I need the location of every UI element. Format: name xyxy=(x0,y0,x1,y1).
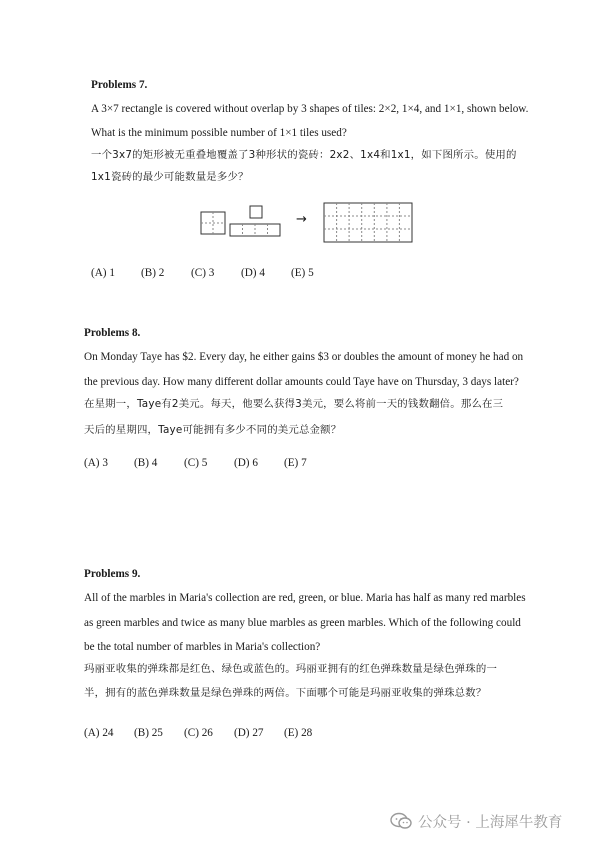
problem-9-english-line-3: be the total number of marbles in Maria's collection? xyxy=(84,641,321,653)
tile-2x2 xyxy=(201,212,225,234)
choice-b[interactable]: (B) 4 xyxy=(134,457,158,469)
choice-e[interactable]: (E) 28 xyxy=(284,727,313,739)
problem-8-title: Problems 8. xyxy=(84,327,141,339)
choice-b[interactable]: (B) 25 xyxy=(134,727,163,739)
problem-7-english-line-1: A 3×7 rectangle is covered without overlap by 3 shapes of tiles: 2×2, 1×4, and 1×1, shown below. xyxy=(91,103,529,115)
problem-8-english-line-1: On Monday Taye has $2. Every day, he either gains $3 or doubles the amount of money he had on xyxy=(84,351,524,363)
choice-c[interactable]: (C) 5 xyxy=(184,457,208,469)
problem-7-choices xyxy=(91,266,314,280)
choice-a[interactable]: (A) 3 xyxy=(84,457,108,469)
problem-9-chinese-line-1: 玛丽亚收集的弹珠都是红色、绿色或蓝色的。玛丽亚拥有的红色弹珠数量是绿色弹珠的一 xyxy=(84,663,498,675)
problem-7-english-line-2: What is the minimum possible number of 1×1 tiles used? xyxy=(91,127,347,139)
problem-9-choices xyxy=(84,726,312,740)
choice-e[interactable]: (E) 5 xyxy=(291,267,314,279)
tile-1x1 xyxy=(250,206,262,218)
choice-e[interactable]: (E) 7 xyxy=(284,457,307,469)
problem-8-chinese-line-1: 在星期一，Taye有2美元。每天，他要么获得3美元，要么将前一天的钱数翻倍。那么在三 xyxy=(84,398,504,410)
tile-1x4 xyxy=(230,224,280,236)
choice-c[interactable]: (C) 3 xyxy=(191,267,215,279)
wechat-icon xyxy=(390,812,412,830)
problem-7-title: Problems 7. xyxy=(91,79,148,91)
choice-d[interactable]: (D) 4 xyxy=(241,267,265,279)
problem-9-title: Problems 9. xyxy=(84,568,141,580)
choice-d[interactable]: (D) 6 xyxy=(234,457,258,469)
arrow-icon: → xyxy=(296,212,307,227)
problem-9-chinese-line-2: 半，拥有的蓝色弹珠数量是绿色弹珠的两倍。下面哪个可能是玛丽亚收集的弹珠总数？ xyxy=(84,687,487,699)
watermark xyxy=(390,810,562,832)
problem-9-english-line-1: All of the marbles in Maria's collection are red, green, or blue. Maria has half as many red marbles xyxy=(84,592,526,604)
problem-7-chinese-line-1: 一个3x7的矩形被无重叠地覆盖了3种形状的瓷砖：2x2、1x4和1x1，如下图所示。使用的 xyxy=(91,149,517,161)
rectangle-3x7 xyxy=(324,203,412,242)
tile-figure xyxy=(196,200,416,244)
choice-a[interactable]: (A) 24 xyxy=(84,727,114,739)
problem-8-chinese-line-2: 天后的星期四，Taye可能拥有多少不同的美元总金额？ xyxy=(84,424,342,436)
choice-d[interactable]: (D) 27 xyxy=(234,727,264,739)
choice-b[interactable]: (B) 2 xyxy=(141,267,165,279)
watermark-text: 公众号 · 上海犀牛教育 xyxy=(418,814,563,831)
problem-7-chinese-line-2: 1x1瓷砖的最少可能数量是多少？ xyxy=(91,171,249,183)
choice-c[interactable]: (C) 26 xyxy=(184,727,213,739)
problem-8-english-line-2: the previous day. How many different dollar amounts could Taye have on Thursday, 3 days later? xyxy=(84,376,519,388)
problem-9-english-line-2: as green marbles and twice as many blue marbles as green marbles. Which of the following could xyxy=(84,617,521,629)
choice-a[interactable]: (A) 1 xyxy=(91,267,115,279)
problem-8-choices xyxy=(84,456,307,470)
